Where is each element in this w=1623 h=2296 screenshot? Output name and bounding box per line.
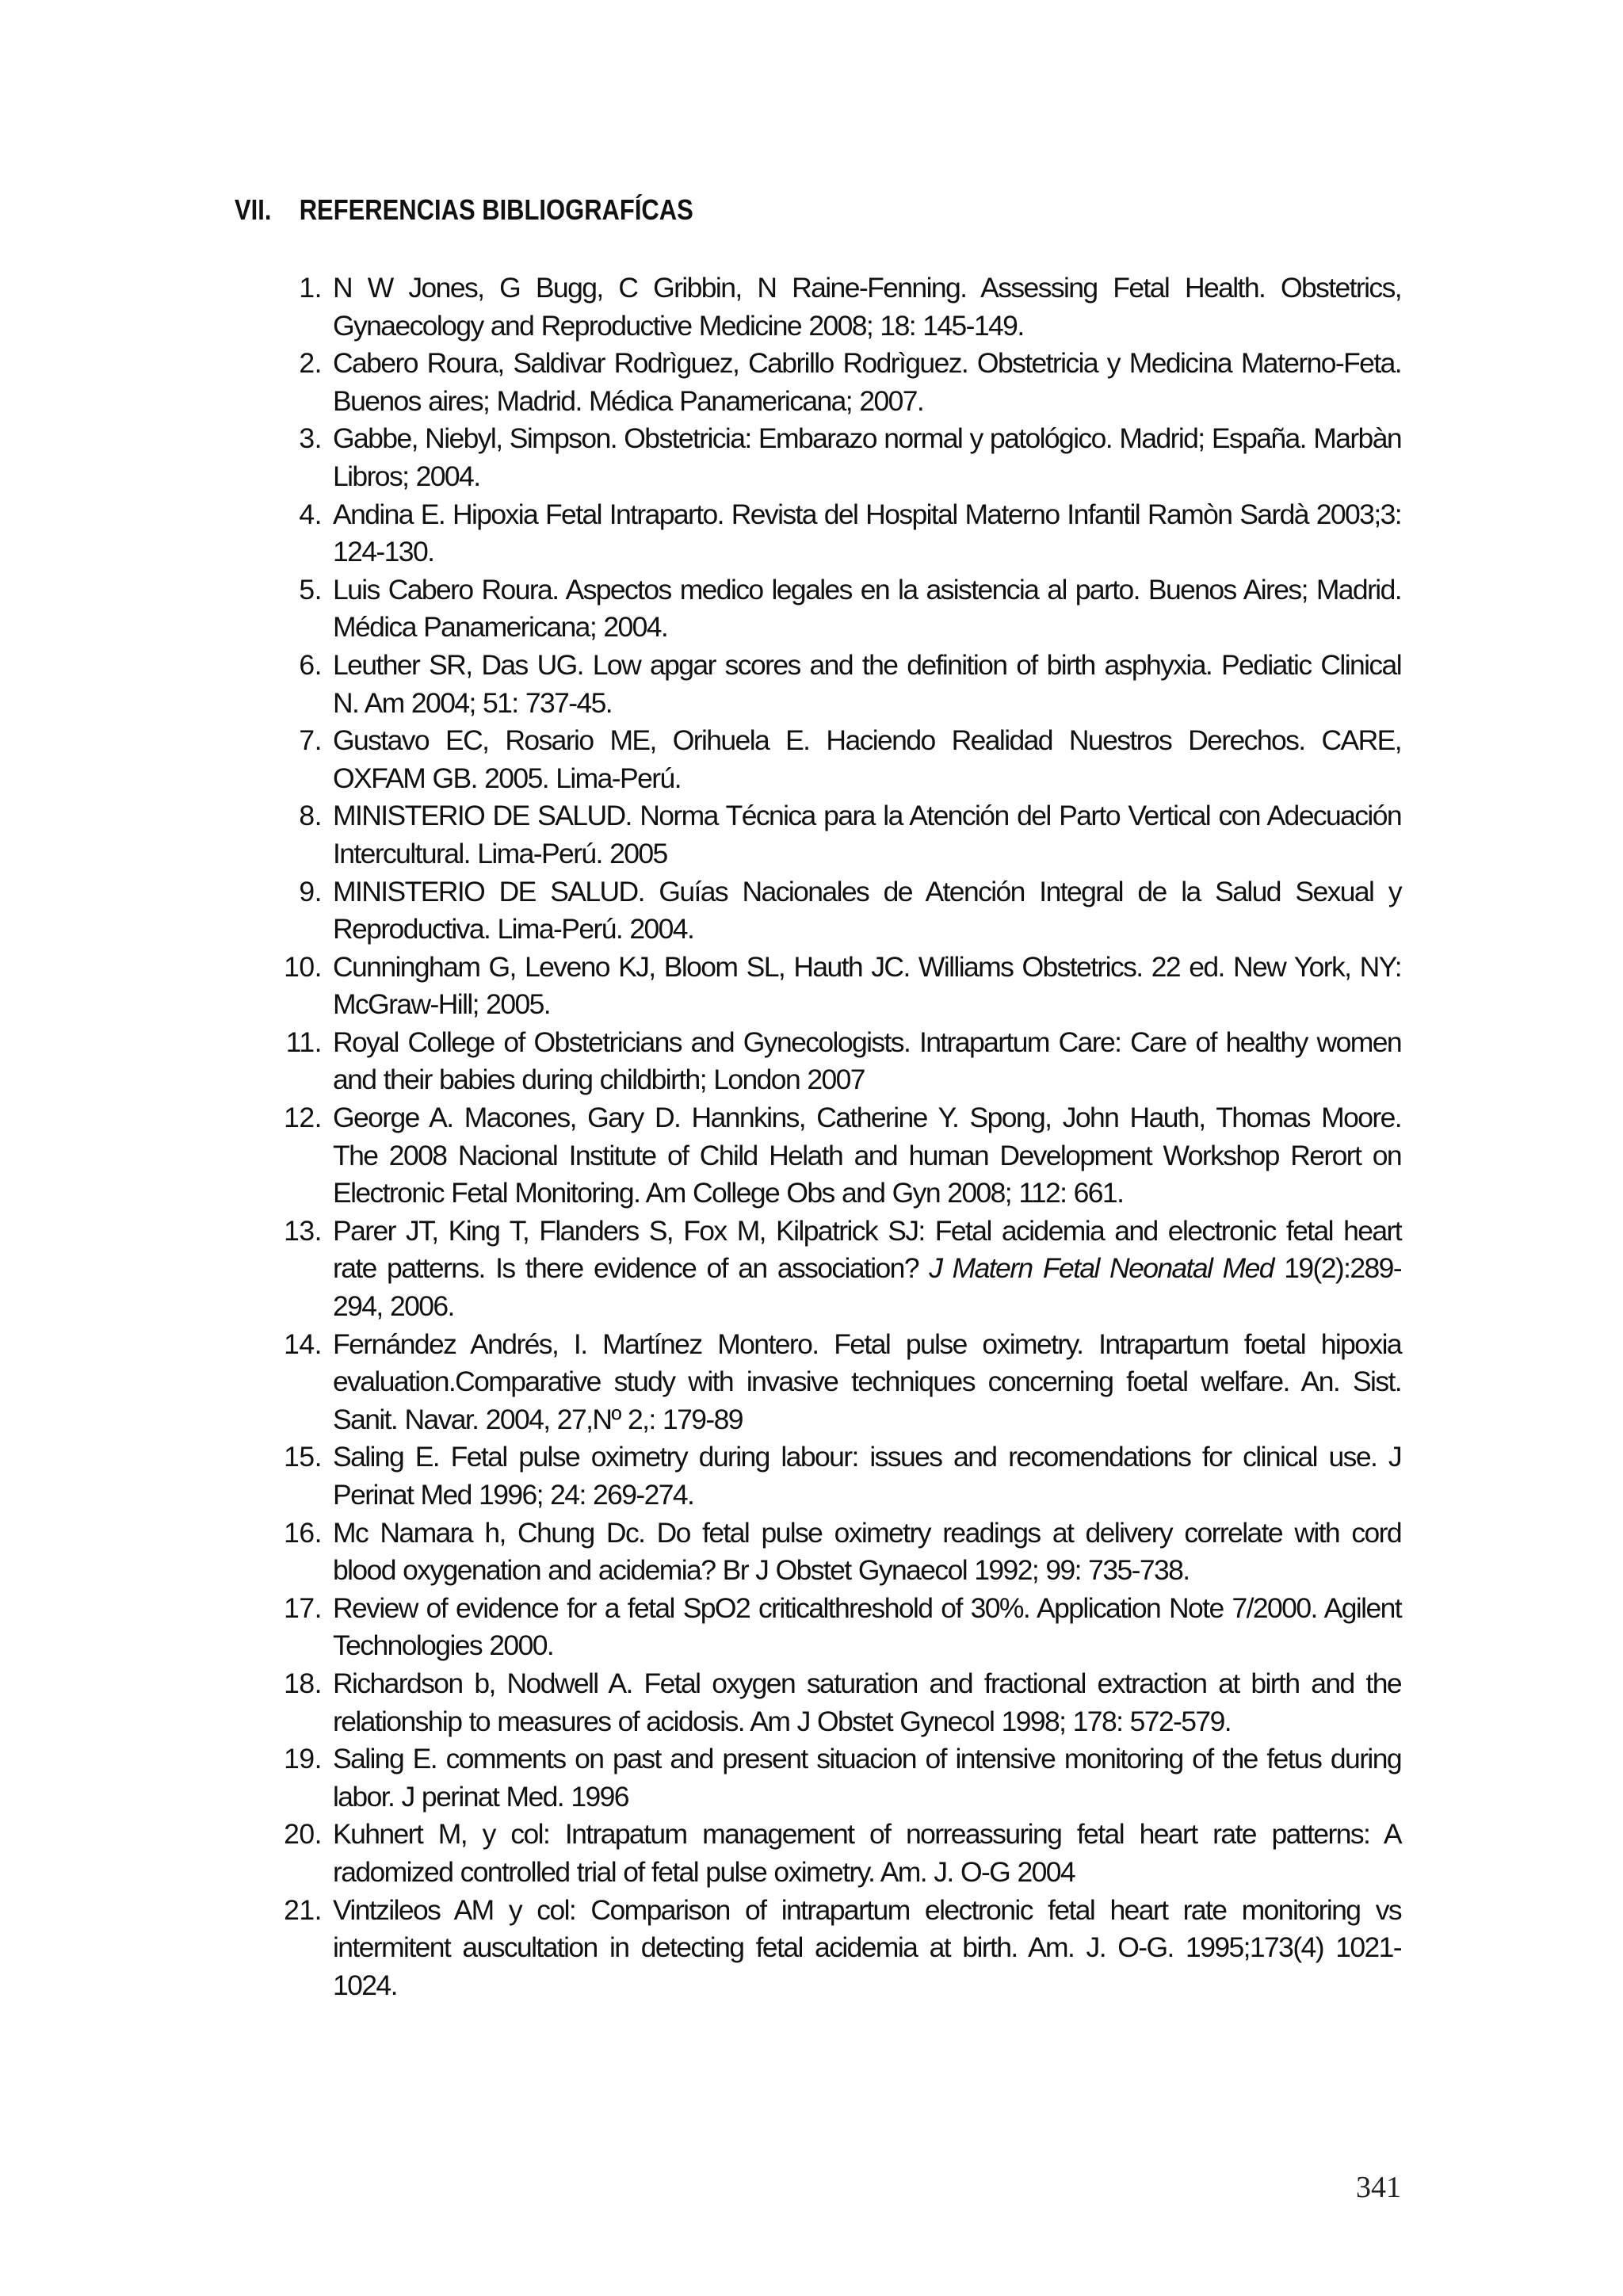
reference-text: MINISTERIO DE SALUD. Guías Nacionales de Atención Integral de la Salud Sexual y Reproductiva. Lima-Perú. 2004.: [333, 875, 1401, 946]
reference-number: 5.: [299, 573, 322, 606]
reference-number: 18.: [284, 1667, 322, 1699]
reference-item: [279, 1438, 1401, 1514]
reference-number: 3.: [299, 422, 322, 455]
reference-text: Royal College of Obstetricians and Gynecologists. Intrapartum Care: Care of healthy women and their babies during childbirth; London 2007: [333, 1026, 1401, 1096]
reference-item: [279, 420, 1401, 495]
reference-text: MINISTERIO DE SALUD. Norma Técnica para la Atención del Parto Vertical con Adecuación Intercultural. Lima-Perú. 2005: [333, 800, 1401, 869]
reference-number: 12.: [284, 1102, 322, 1134]
reference-text: Fernández Andrés, I. Martínez Montero. Fetal pulse oximetry. Intrapartum foetal hipoxia evaluation.Comparative study with invasive techniques concerning foetal welfare. An. Sist. Sanit. Navar. 2004, 27,Nº 2,: 179-89: [333, 1328, 1401, 1435]
reference-item: [279, 722, 1401, 797]
reference-text: Luis Cabero Roura. Aspectos medico legales en la asistencia al parto. Buenos Aires; Madrid. Médica Panamericana; 2004.: [333, 573, 1401, 644]
reference-number: 4.: [299, 498, 322, 530]
section-number: VII.: [235, 193, 272, 226]
reference-text: N W Jones, G Bugg, C Gribbin, N Raine-Fenning. Assessing Fetal Health. Obstetrics, Gynaecology and Reproductive Medicine 2008; 18: 145-149.: [333, 272, 1401, 342]
reference-item: [279, 647, 1401, 722]
reference-item: [279, 797, 1401, 873]
reference-text: Gustavo EC, Rosario ME, Orihuela E. Haciendo Realidad Nuestros Derechos. CARE, OXFAM GB. 2005. Lima-Perú.: [333, 724, 1401, 794]
reference-text: Andina E. Hipoxia Fetal Intraparto. Revista del Hospital Materno Infantil Ramòn Sardà 2003;3: 124-130.: [333, 498, 1401, 568]
reference-text-part: Parer JT, King T, Flanders S, Fox M, Kilpatrick SJ: Fetal acidemia and electronic fetal heart rate patterns. Is there evidence of an association?: [333, 1214, 1401, 1285]
reference-text: Richardson b, Nodwell A. Fetal oxygen saturation and fractional extraction at birth and the relationship to measures of acidosis. Am J Obstet Gynecol 1998; 178: 572-579.: [333, 1667, 1401, 1737]
reference-list: [279, 269, 1401, 2004]
reference-item: [279, 269, 1401, 345]
reference-item: [279, 873, 1401, 949]
reference-item: [279, 1816, 1401, 1891]
page-number: 341: [1356, 2171, 1401, 2204]
reference-number: 17.: [284, 1591, 322, 1624]
reference-number: 16.: [284, 1516, 322, 1549]
reference-text: George A. Macones, Gary D. Hannkins, Catherine Y. Spong, John Hauth, Thomas Moore. The 2008 Nacional Institute of Child Helath and human Development Workshop Rerort on Electronic Fetal Monitoring. Am College Obs and Gyn 2008; 112: 661.: [333, 1102, 1401, 1209]
journal-title-italic: J Matern Fetal Neonatal Med: [929, 1252, 1274, 1285]
reference-item: [279, 345, 1401, 420]
section-title: REFERENCIAS BIBLIOGRAFÍCAS: [299, 193, 693, 226]
reference-number: 15.: [284, 1441, 322, 1473]
reference-text: Mc Namara h, Chung Dc. Do fetal pulse oximetry readings at delivery correlate with cord blood oxygenation and acidemia? Br J Obstet Gynaecol 1992; 99: 735-738.: [333, 1516, 1401, 1587]
reference-item: [279, 1099, 1401, 1213]
reference-number: 1.: [299, 272, 322, 304]
reference-item: [279, 1213, 1401, 1326]
reference-text: Vintzileos AM y col: Comparison of intrapartum electronic fetal heart rate monitoring vs intermitent auscultation in detecting fetal acidemia at birth. Am. J. O-G. 1995;173(4) 1021-1024.: [333, 1893, 1401, 2001]
reference-text: [333, 1213, 1401, 1326]
reference-text: Cabero Roura, Saldivar Rodrìguez, Cabrillo Rodrìguez. Obstetricia y Medicina Materno-Feta. Buenos aires; Madrid. Médica Panamericana; 2007.: [333, 347, 1401, 417]
reference-item: [279, 1892, 1401, 2005]
section-heading: [235, 193, 693, 227]
reference-number: 21.: [284, 1893, 322, 1926]
reference-number: 20.: [284, 1818, 322, 1851]
reference-number: 19.: [284, 1743, 322, 1775]
reference-item: [279, 949, 1401, 1024]
reference-text: Cunningham G, Leveno KJ, Bloom SL, Hauth JC. Williams Obstetrics. 22 ed. New York, NY: McGraw-Hill; 2005.: [333, 950, 1401, 1021]
reference-text: Saling E. comments on past and present situacion of intensive monitoring of the fetus during labor. J perinat Med. 1996: [333, 1743, 1401, 1813]
reference-text: Review of evidence for a fetal SpO2 criticalthreshold of 30%. Application Note 7/2000. Agilent Technologies 2000.: [333, 1591, 1401, 1662]
reference-number: 9.: [299, 875, 322, 907]
reference-text-part: 19(2):289-294, 2006.: [333, 1252, 1401, 1323]
reference-number: 7.: [299, 724, 322, 757]
reference-item: [279, 1590, 1401, 1665]
reference-text: Saling E. Fetal pulse oximetry during labour: issues and recomendations for clinical use. J Perinat Med 1996; 24: 269-274.: [333, 1441, 1401, 1511]
reference-number: 6.: [299, 648, 322, 681]
reference-number: 13.: [284, 1214, 322, 1247]
reference-number: 8.: [299, 800, 322, 832]
reference-text: Gabbe, Niebyl, Simpson. Obstetricia: Embarazo normal y patológico. Madrid; España. Marbàn Libros; 2004.: [333, 422, 1401, 492]
reference-number: 10.: [284, 950, 322, 983]
reference-item: [279, 571, 1401, 647]
reference-item: [279, 1326, 1401, 1439]
reference-item: [279, 496, 1401, 571]
reference-text: Leuther SR, Das UG. Low apgar scores and the definition of birth asphyxia. Pediatic Clinical N. Am 2004; 51: 737-45.: [333, 648, 1401, 719]
reference-item: [279, 1024, 1401, 1099]
reference-number: 14.: [284, 1328, 322, 1360]
reference-item: [279, 1515, 1401, 1590]
reference-number: 2.: [299, 347, 322, 380]
reference-text: Kuhnert M, y col: Intrapatum management of norreassuring fetal heart rate patterns: A radomized controlled trial of fetal pulse oximetry. Am. J. O-G 2004: [333, 1818, 1401, 1888]
reference-item: [279, 1665, 1401, 1740]
reference-item: [279, 1740, 1401, 1816]
reference-number: 11.: [285, 1026, 322, 1058]
